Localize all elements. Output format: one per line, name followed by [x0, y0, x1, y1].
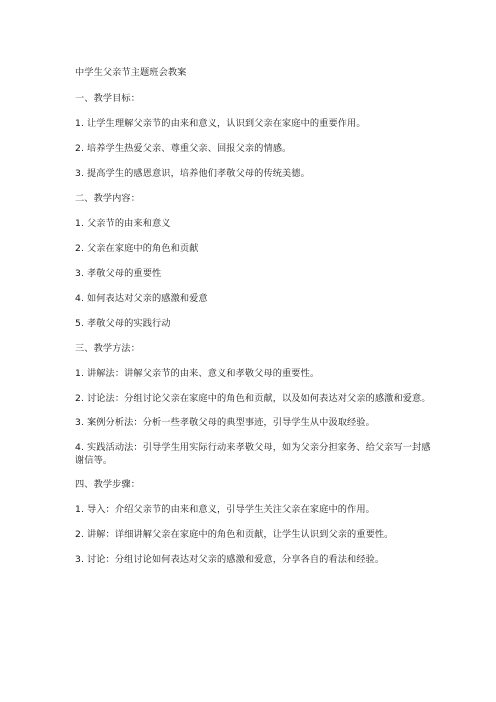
- section-heading-methods: 三、教学方法：: [75, 342, 141, 354]
- list-item: 1. 让学生理解父亲节的由来和意义，认识到父亲在家庭中的重要作用。: [75, 117, 366, 129]
- list-item: 2. 培养学生热爱父亲、尊重父亲、回报父亲的情感。: [75, 142, 292, 154]
- list-item: 5. 孝敬父母的实践行动: [75, 317, 171, 329]
- list-item: 3. 孝敬父母的重要性: [75, 267, 162, 279]
- list-item: 4. 如何表达对父亲的感激和爱意: [75, 292, 208, 304]
- section-heading-content: 二、教学内容：: [75, 192, 141, 204]
- section-heading-objectives: 一、教学目标：: [75, 92, 141, 104]
- document-body: [75, 66, 435, 578]
- list-item: 1. 导入：介绍父亲节的由来和意义，引导学生关注父亲在家庭中的作用。: [75, 504, 375, 515]
- section-heading-steps: 四、教学步骤：: [75, 479, 141, 490]
- list-item: 1. 父亲节的由来和意义: [75, 217, 171, 229]
- list-item: 2. 讲解：详细讲解父亲在家庭中的角色和贡献，让学生认识到父亲的重要性。: [75, 529, 394, 540]
- list-item: 1. 讲解法：讲解父亲节的由来、意义和孝敬父母的重要性。: [75, 367, 320, 379]
- list-item: 3. 案例分析法：分析一些孝敬父母的典型事迹，引导学生从中汲取经验。: [75, 416, 375, 428]
- list-item: 2. 父亲在家庭中的角色和贡献: [75, 242, 199, 254]
- list-item: 4. 实践活动法：引导学生用实际行动来孝敬父母，如为父亲分担家务、给父亲写一封感谢信等。: [75, 441, 431, 466]
- list-item: 3. 提高学生的感恩意识，培养他们孝敬父母的传统美德。: [75, 167, 310, 179]
- list-item: 3. 讨论：分组讨论如何表达对父亲的感激和爱意，分享各自的看法和经验。: [75, 554, 385, 565]
- list-item: 2. 讨论法：分组讨论父亲在家庭中的角色和贡献，以及如何表达对父亲的感激和爱意。: [75, 392, 431, 404]
- document-title: 中学生父亲节主题班会教案: [75, 67, 187, 78]
